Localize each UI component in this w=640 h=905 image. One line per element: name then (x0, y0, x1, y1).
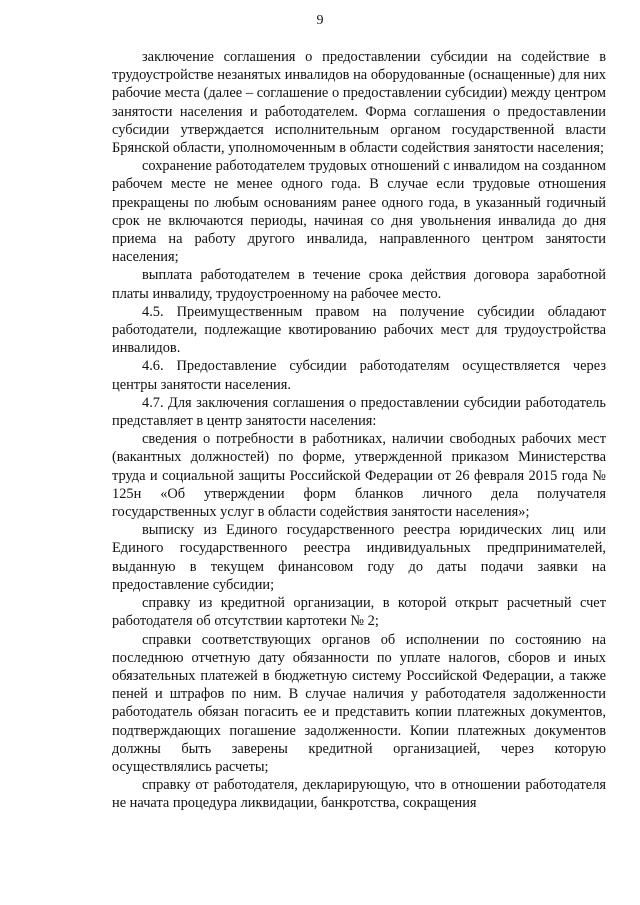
paragraph: выплата работодателем в течение срока действия договора заработной платы инвалиду, трудоустроенному на рабочее место. (112, 267, 606, 302)
paragraph: выписку из Единого государственного реестра юридических лиц или Единого государственного реестра индивидуальных предпринимателей, выданную в текущем финансовом году до даты подачи заявки на предоставление субсидии; (112, 522, 606, 593)
paragraph: сохранение работодателем трудовых отношений с инвалидом на созданном рабочем месте не менее одного года. В случае если трудовые отношения прекращены по любым основаниям ранее одного года, в указанный годичный срок не включаются периоды, начиная со дня увольнения инвалида до дня приема на работу другого инвалида, направленного центром занятости населения; (112, 158, 606, 266)
paragraph: 4.6. Предоставление субсидии работодателям осуществляется через центры занятости населения. (112, 358, 606, 393)
paragraph: сведения о потребности в работниках, наличии свободных рабочих мест (вакантных должностей) по форме, утвержденной приказом Министерства труда и социальной защиты Российской Федерации от 26 февраля 2015 года № 125н «Об утверждении форм бланков личного дела получателя государственных услуг в области содействия занятости населения»; (112, 431, 606, 521)
paragraph: справки соответствующих органов об исполнении по состоянию на последнюю отчетную дату обязанности по уплате налогов, сборов и иных обязательных платежей в бюджетную систему Российской Федерации, а также пеней и штрафов по ним. В случае наличия у работодателя задолженности работодатель обязан погасить ее и представить копии платежных документов, подтверждающих погашение задолженности. Копии платежных документов должны быть заверены кредитной организацией, через которую осуществлялись расчеты; (112, 631, 606, 775)
document-body (112, 48, 606, 813)
paragraph: справку из кредитной организации, в которой открыт расчетный счет работодателя об отсутствии картотеки № 2; (112, 595, 606, 630)
paragraph: 4.5. Преимущественным правом на получение субсидии обладают работодатели, подлежащие квотированию рабочих мест для трудоустройства инвалидов. (112, 303, 606, 357)
paragraph: 4.7. Для заключения соглашения о предоставлении субсидии работодатель представляет в центр занятости населения: (112, 394, 606, 430)
paragraph: заключение соглашения о предоставлении субсидии на содействие в трудоустройстве незанятых инвалидов на оборудованные (оснащенные) для них рабочие места (далее – соглашение о предоставлении субсидии) между центром занятости населения и работодателем. Форма соглашения о предоставлении субсидии утверждается исполнительным органом государственной власти Брянской области, уполномоченным в области содействия занятости населения; (112, 49, 606, 157)
page-number: 9 (316, 13, 324, 28)
paragraph: справку от работодателя, декларирующую, что в отношении работодателя не начата процедура ликвидации, банкротства, сокращения (112, 777, 606, 812)
